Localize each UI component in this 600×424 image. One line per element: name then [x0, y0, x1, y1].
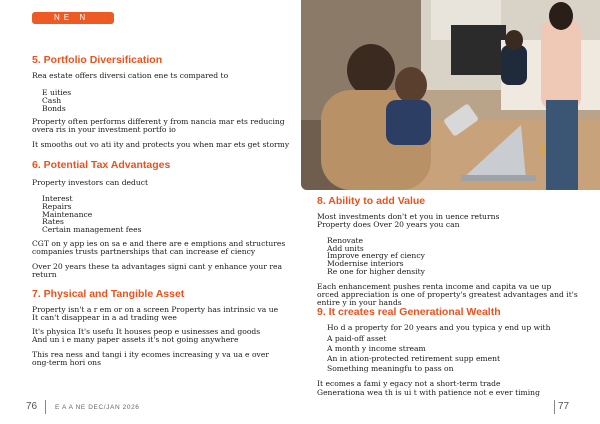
paragraph: Generationa wea th is ui t with patience not e ever timing — [317, 388, 540, 397]
list-item: Add units — [327, 244, 364, 253]
paragraph: And un i e many paper assets it's not going anywhere — [32, 335, 239, 344]
magazine-footer: E A A NE DEC/JAN 2026 — [55, 404, 140, 411]
list-item: Re one for higher density — [327, 267, 425, 276]
heading-portfolio-diversification: 5. Portfolio Diversification — [32, 54, 163, 66]
section-banner: NE N — [32, 12, 114, 24]
footer-divider — [554, 400, 555, 414]
list-item: Renovate — [327, 236, 364, 245]
list-item: Repairs — [42, 202, 72, 211]
paragraph: ong-term hori ons — [32, 358, 101, 367]
page-number-left: 76 — [26, 401, 38, 412]
list-item: Something meaningfu to pass on — [327, 364, 454, 373]
paragraph: Property isn't a r em or on a screen Property has intrinsic va ue — [32, 305, 279, 314]
paragraph: Property investors can deduct — [32, 178, 149, 187]
page-number-right: 77 — [558, 401, 570, 412]
list-item: A paid-off asset — [327, 334, 387, 343]
paragraph: It's physica It's usefu It houses peop e usinesses and goods — [32, 327, 261, 336]
list-item: Rates — [42, 217, 64, 226]
right-page — [300, 0, 600, 424]
paragraph: orced appreciation is one of property's greatest advantages and it's — [317, 290, 578, 299]
footer-divider — [45, 400, 46, 414]
paragraph: Property often performs different y from nancia mar ets reducing — [32, 117, 285, 126]
paragraph: It smooths out vo ati ity and protects you when mar ets get stormy — [32, 140, 290, 149]
paragraph: Most investments don't et you in uence returns — [317, 212, 500, 221]
heading-add-value: 8. Ability to add Value — [317, 195, 426, 207]
paragraph: It can't disappear in a ad trading wee — [32, 313, 177, 322]
list-item: Cash — [42, 96, 62, 105]
heading-tax-advantages: 6. Potential Tax Advantages — [32, 159, 171, 171]
paragraph: It ecomes a fami y egacy not a short-term trade — [317, 379, 501, 388]
paragraph: Each enhancement pushes renta income and capita va ue up — [317, 282, 552, 291]
list-item: Certain management fees — [42, 225, 142, 234]
paragraph: return — [32, 270, 57, 279]
list-item: A month y income stream — [327, 344, 426, 353]
paragraph: Property does Over 20 years you can — [317, 220, 460, 229]
paragraph: entire y in your hands — [317, 298, 402, 307]
list-item: E uities — [42, 88, 72, 97]
list-item: An in ation-protected retirement supp ement — [327, 354, 501, 363]
heading-physical-asset: 7. Physical and Tangible Asset — [32, 288, 185, 300]
paragraph: overa ris in your investment portfo io — [32, 125, 176, 134]
paragraph: CGT on y app ies on sa e and there are e emptions and structures — [32, 239, 286, 248]
paragraph: Over 20 years these ta advantages signi cant y enhance your rea — [32, 262, 283, 271]
list-item: Improve energy ef ciency — [327, 251, 425, 260]
paragraph: Ho d a property for 20 years and you typica y end up with — [327, 323, 551, 332]
list-item: Interest — [42, 194, 73, 203]
list-item: Modernise interiors — [327, 259, 404, 268]
paragraph: Rea estate offers diversi cation ene ts compared to — [32, 71, 229, 80]
heading-generational-wealth: 9. It creates real Generational Wealth — [317, 306, 501, 318]
paragraph: This rea ness and tangi i ity ecomes increasing y va ua e over — [32, 350, 269, 359]
list-item: Bonds — [42, 104, 66, 113]
list-item: Maintenance — [42, 210, 93, 219]
paragraph: companies trusts partnerships that can increase ef ciency — [32, 247, 256, 256]
